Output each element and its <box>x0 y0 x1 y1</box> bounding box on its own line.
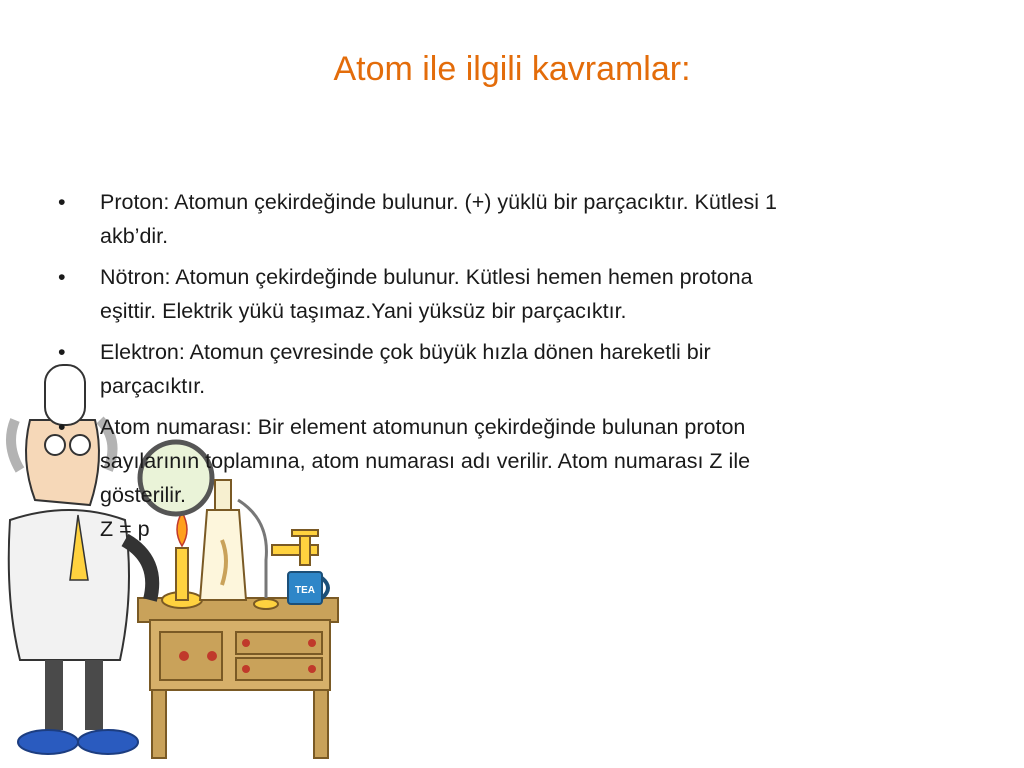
bullet-text: Z = p <box>100 517 150 541</box>
bullet-marker: • <box>58 265 66 289</box>
bullet-text: akb’dir. <box>100 224 169 248</box>
bullet-proton <box>58 185 938 253</box>
bullet-marker: • <box>58 415 66 439</box>
tea-mug <box>288 572 328 604</box>
bullet-text: gösterilir. <box>100 483 187 507</box>
bullet-text: Nötron: Atomun çekirdeğinde bulunur. Kütlesi hemen hemen protona <box>100 265 753 289</box>
bullet-marker: • <box>58 340 66 364</box>
bullet-elektron <box>58 335 938 403</box>
bullet-text: eşittir. Elektrik yükü taşımaz.Yani yüksüz bir parçacıktır. <box>100 299 627 323</box>
bullet-marker: • <box>58 190 66 214</box>
bullet-text: Proton: Atomun çekirdeğinde bulunur. (+) yüklü bir parçacıktır. Kütlesi 1 <box>100 190 778 214</box>
slide-title: Atom ile ilgili kavramlar: <box>333 50 691 88</box>
bullet-text: Atom numarası: Bir element atomunun çekirdeğinde bulunan proton <box>100 415 746 439</box>
bullet-text: sayılarının toplamına, atom numarası adı verilir. Atom numarası Z ile <box>100 449 751 473</box>
bullet-text: parçacıktır. <box>100 374 206 398</box>
bullet-text: Elektron: Atomun çevresinde çok büyük hızla dönen hareketli bir <box>100 340 711 364</box>
bullet-atom-numarasi <box>58 410 938 546</box>
mug-label: TEA <box>295 585 315 596</box>
bullet-notron <box>58 260 938 328</box>
table <box>138 598 338 758</box>
bullet-list <box>58 185 938 553</box>
